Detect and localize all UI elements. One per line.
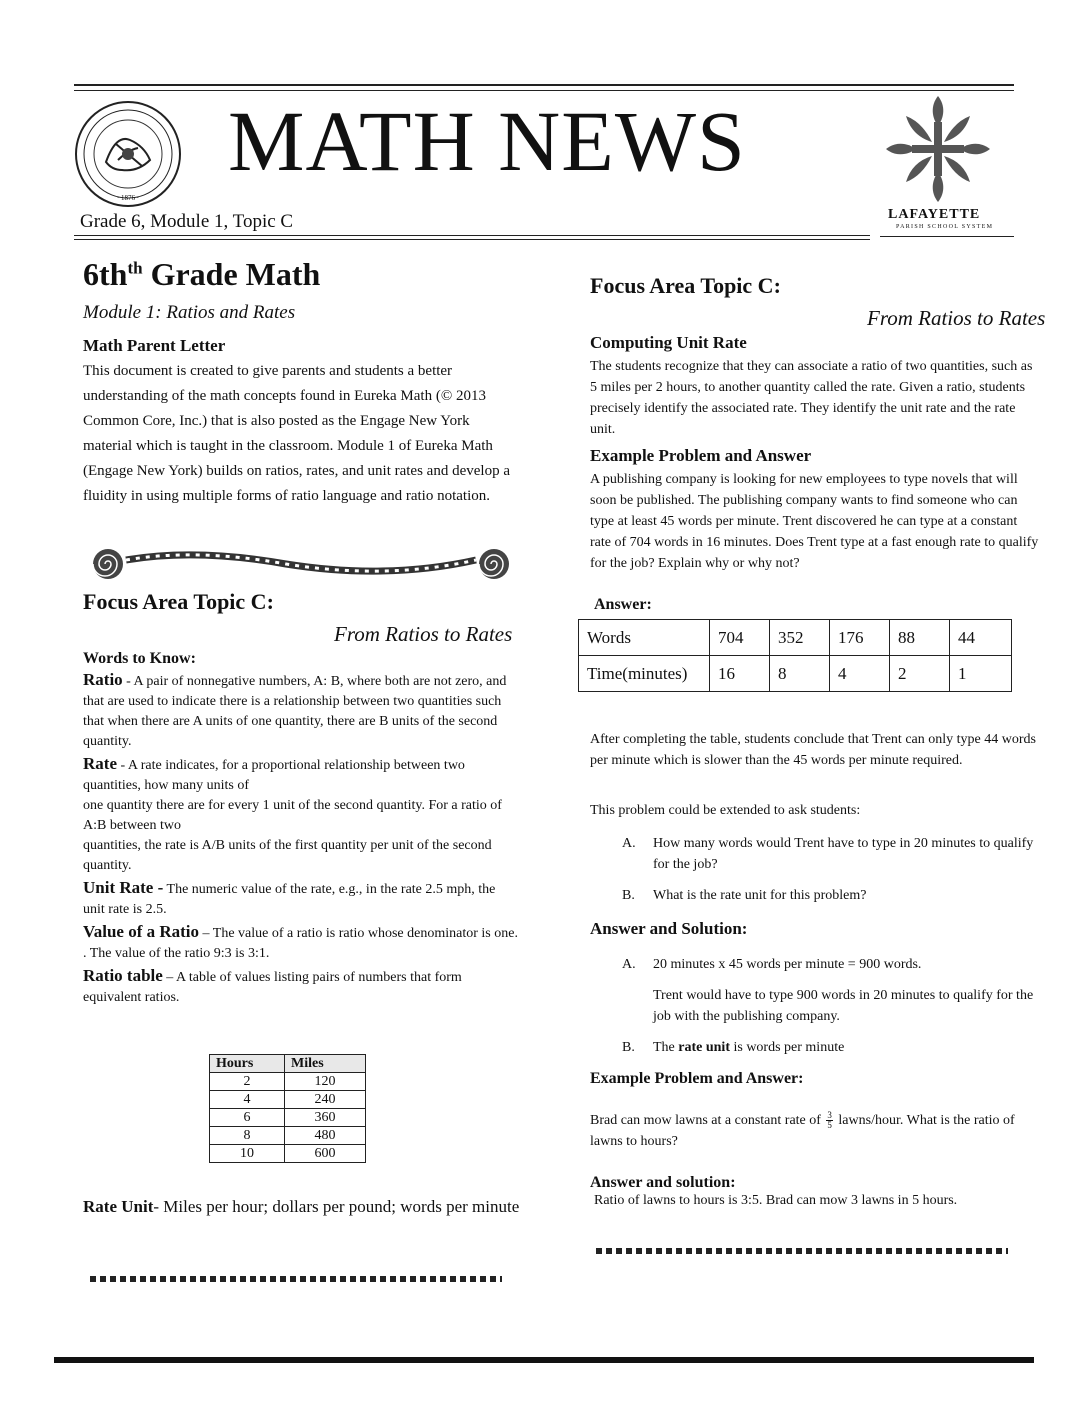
unit-rate-definition: Unit Rate - The numeric value of the rate, e.g., in the rate 2.5 mph, the unit rate is 2.5. — [83, 878, 496, 917]
rate-definition: Rate - A rate indicates, for a proportional relationship between two quantities, how many units of one quantity there are for every 1 unit of the second quantity. For a ratio of A:B between two quantities, the rate is A/B units of the first quantity per unit of the second quantity. — [83, 754, 502, 873]
computing-unit-rate-heading: Computing Unit Rate — [590, 333, 747, 352]
svg-text:· 1876 ·: · 1876 · — [116, 194, 140, 202]
table-cell: 240 — [285, 1091, 366, 1109]
table-cell: 1 — [950, 656, 1012, 692]
value-of-ratio-definition: Value of a Ratio – The value of a ratio is ratio whose denominator is one. . The value of the ratio 9:3 is 3:1. — [83, 922, 518, 961]
table-row — [210, 1109, 366, 1127]
question-a-text: How many words would Trent have to type in 20 minutes to qualify for the job? — [653, 836, 1034, 872]
table-cell: 360 — [285, 1109, 366, 1127]
solution-a-explanation: Trent would have to type 900 words in 20 minutes to qualify for the job with the publishing company. — [653, 988, 1034, 1024]
table-cell: 8 — [210, 1127, 285, 1145]
header-bottom-rule — [74, 235, 870, 240]
table-cell: 4 — [830, 656, 890, 692]
hours-header: Hours — [210, 1055, 285, 1073]
answer-solution-heading: Answer and Solution: — [590, 919, 748, 938]
table-cell: 704 — [710, 620, 770, 656]
hours-miles-table — [209, 1054, 366, 1163]
district-subtitle: PARISH SCHOOL SYSTEM — [896, 224, 994, 230]
words-to-know-heading: Words to Know: — [83, 650, 196, 667]
answer-solution-2-heading: Answer and solution: — [590, 1174, 736, 1191]
vocabulary-definitions — [83, 670, 519, 1010]
table-row — [210, 1073, 366, 1091]
table-cell: 352 — [770, 620, 830, 656]
table-row — [579, 656, 1012, 692]
table-cell: 600 — [285, 1145, 366, 1163]
example-problem-heading: Example Problem and Answer — [590, 446, 812, 465]
table-row — [210, 1091, 366, 1109]
ratio-table-definition: Ratio table – A table of values listing pairs of numbers that form equivalent ratios. — [83, 966, 462, 1005]
header-top-rule — [74, 84, 1014, 91]
table-cell: 8 — [770, 656, 830, 692]
solution-a-label: A. — [622, 957, 636, 972]
lafayette-cross-logo-icon — [882, 92, 994, 212]
parish-seal-icon — [72, 100, 184, 208]
decorative-spiral-divider-icon — [86, 546, 516, 582]
table-cell: Time(minutes) — [579, 656, 710, 692]
intro-paragraph: This document is created to give parents and students a better understanding of the math concepts found in Eureka Math (© 2013 Common Core, Inc.) that is also posted as the Engage New York material which is taught in the classroom. Module 1 of Eureka Math (Engage New York) builds on ratios, rates, and unit rates and develop a fluidity in using multiple forms of ratio language and ratio notation. — [83, 363, 510, 504]
page-title: $6th^{th}$ Grade Math — [83, 256, 321, 292]
solution-a-text: 20 minutes x 45 words per minute = 900 words. — [653, 957, 922, 972]
example-problem-text: A publishing company is looking for new employees to type novels that will soon be published. The publishing company wants to find someone who can type at least 45 words per minute. Trent discovered he can type at a constant rate of 704 words in 16 minutes. Does Trent type at a fast enough rate to qualify for the job? Explain why or why not? — [590, 472, 1039, 571]
table-cell: 2 — [890, 656, 950, 692]
rate-unit-definition: Rate Unit- Miles per hour; dollars per pound; words per minute — [83, 1197, 520, 1216]
dotted-divider-right — [596, 1247, 1008, 1255]
table-conclusion-text: After completing the table, students conclude that Trent can only type 44 words per minute which is slower than the 45 words per minute required. — [590, 732, 1036, 768]
focus-area-heading-left: Focus Area Topic C: — [83, 589, 274, 614]
question-b-label: B. — [622, 888, 635, 903]
miles-header: Miles — [285, 1055, 366, 1073]
table-row — [210, 1127, 366, 1145]
answer-label: Answer: — [594, 596, 652, 613]
focus-area-subtitle-left: From Ratios to Rates — [334, 622, 513, 646]
district-name: LAFAYETTE — [888, 207, 981, 222]
example-problem-2-text: Brad can mow lawns at a constant rate of $\frac{3}{5}$ lawns/hour. What is the ratio of lawns to hours? — [590, 1110, 1015, 1149]
header-bottom-rule-right — [880, 236, 1014, 237]
ratio-definition: Ratio - A pair of nonnegative numbers, A: B, where both are not zero, and that are used to indicate there is a relationship between two quantities such that when there are A units of one quantity, there are B units of the second quantity. — [83, 670, 507, 749]
computing-unit-rate-text: The students recognize that they can associate a ratio of two quantities, such as 5 miles per 2 hours, to another quantity called the rate. Given a ratio, students precisely identify the associated rate. They identify the unit rate and the rate unit. — [590, 359, 1033, 437]
table-cell: 88 — [890, 620, 950, 656]
words-time-table-wrap — [578, 619, 1012, 692]
question-b-text: What is the rate unit for this problem? — [653, 888, 867, 903]
words-time-table — [578, 619, 1012, 692]
fraction-three-fifths: $\frac{3}{5}$ — [827, 1110, 832, 1131]
extension-intro: This problem could be extended to ask students: — [590, 803, 861, 818]
hours-miles-table-wrap — [209, 1054, 366, 1163]
table-row — [579, 620, 1012, 656]
table-cell: 6 — [210, 1109, 285, 1127]
masthead-title: MATH NEWS — [228, 93, 746, 189]
table-header-row — [210, 1055, 366, 1073]
parent-letter-heading: Math Parent Letter — [83, 336, 226, 355]
table-cell: 2 — [210, 1073, 285, 1091]
table-cell: 480 — [285, 1127, 366, 1145]
focus-area-subtitle-right: From Ratios to Rates — [867, 306, 1046, 330]
module-name: Module 1: Ratios and Rates — [83, 302, 296, 323]
table-cell: 44 — [950, 620, 1012, 656]
table-row — [210, 1145, 366, 1163]
table-cell: 176 — [830, 620, 890, 656]
solution-b-text: The rate unit is words per minute — [653, 1040, 845, 1055]
table-cell: 16 — [710, 656, 770, 692]
table-cell: 4 — [210, 1091, 285, 1109]
example-problem-2-heading: Example Problem and Answer: — [590, 1070, 804, 1087]
grade-module-topic: Grade 6, Module 1, Topic C — [80, 211, 294, 232]
focus-area-heading-right: Focus Area Topic C: — [590, 273, 781, 298]
solution-b-label: B. — [622, 1040, 635, 1055]
answer-solution-2-text: Ratio of lawns to hours is 3:5. Brad can mow 3 lawns in 5 hours. — [594, 1193, 958, 1208]
question-a-label: A. — [622, 836, 636, 851]
table-cell: 120 — [285, 1073, 366, 1091]
table-cell: 10 — [210, 1145, 285, 1163]
dotted-divider-left — [90, 1275, 502, 1283]
table-cell: Words — [579, 620, 710, 656]
footer-rule — [54, 1357, 1034, 1363]
